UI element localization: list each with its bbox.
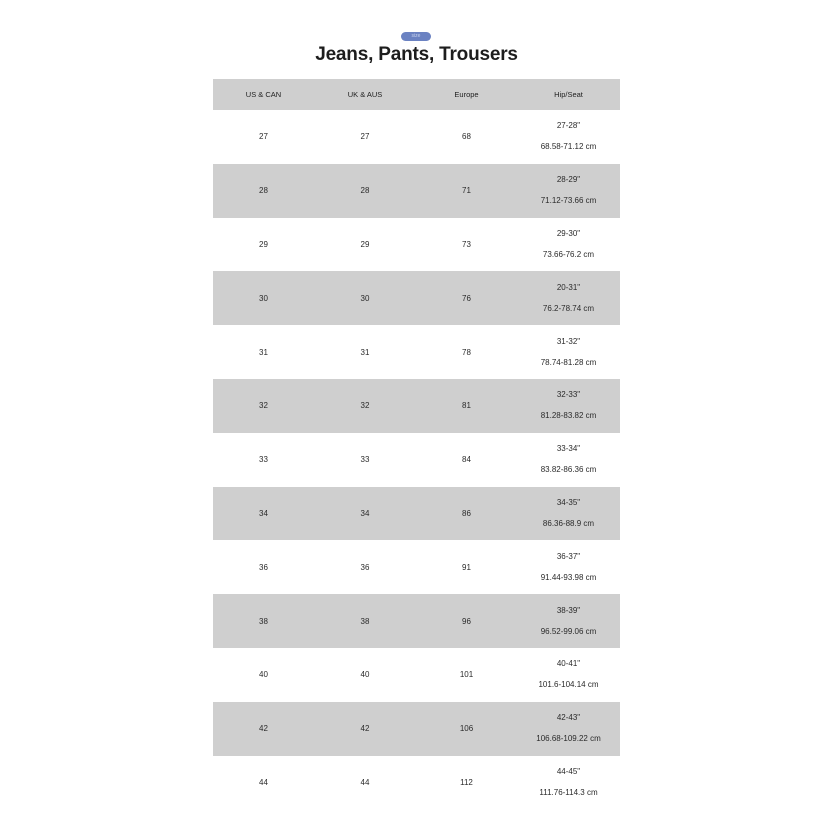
cell-us-can: 38 xyxy=(259,616,268,626)
header-us-can: US & CAN xyxy=(245,90,282,99)
hip-centimeters: 71.12-73.66 cm xyxy=(540,196,597,206)
table-row xyxy=(213,594,620,648)
cell-europe: 101 xyxy=(459,670,474,680)
cell-uk-aus: 33 xyxy=(360,455,370,465)
cell-uk-aus: 34 xyxy=(360,508,370,518)
table-row xyxy=(213,648,620,702)
hip-centimeters: 96.52-99.06 cm xyxy=(540,626,597,636)
cell-europe: 73 xyxy=(462,239,471,249)
cell-hip-seat xyxy=(517,229,620,260)
cell-hip-seat xyxy=(517,767,620,798)
size-badge[interactable]: size xyxy=(401,32,431,41)
cell-hip-seat xyxy=(517,659,620,690)
cell-hip-seat xyxy=(517,283,620,314)
hip-inches: 28-29" xyxy=(556,175,581,185)
header-europe: Europe xyxy=(454,90,479,99)
hip-inches: 20-31" xyxy=(556,282,581,292)
hip-centimeters: 78.74-81.28 cm xyxy=(540,357,597,367)
cell-us-can: 32 xyxy=(259,401,268,411)
hip-centimeters: 111.76-114.3 cm xyxy=(539,787,598,797)
hip-centimeters: 91.44-93.98 cm xyxy=(540,572,597,582)
cell-europe: 78 xyxy=(462,347,471,357)
cell-europe: 68 xyxy=(462,132,471,142)
hip-centimeters: 81.28-83.82 cm xyxy=(540,411,597,421)
table-row xyxy=(213,702,620,756)
cell-hip-seat xyxy=(517,606,620,637)
header-uk-aus: UK & AUS xyxy=(347,90,383,99)
cell-europe: 71 xyxy=(462,186,471,196)
table-row xyxy=(213,325,620,379)
cell-uk-aus: 28 xyxy=(360,186,370,196)
table-row xyxy=(213,164,620,218)
hip-inches: 34-35" xyxy=(556,497,581,507)
table-header-row xyxy=(213,79,620,110)
cell-europe: 84 xyxy=(462,455,471,465)
cell-uk-aus: 32 xyxy=(360,401,370,411)
cell-europe: 86 xyxy=(462,508,471,518)
hip-inches: 31-32" xyxy=(556,336,581,346)
hip-centimeters: 68.58-71.12 cm xyxy=(540,142,597,152)
cell-us-can: 31 xyxy=(259,347,268,357)
cell-hip-seat xyxy=(517,337,620,368)
cell-us-can: 28 xyxy=(259,186,268,196)
hip-centimeters: 83.82-86.36 cm xyxy=(540,465,597,475)
cell-hip-seat xyxy=(517,713,620,744)
hip-centimeters: 86.36-88.9 cm xyxy=(542,518,595,528)
cell-hip-seat xyxy=(517,444,620,475)
table-row xyxy=(213,271,620,325)
cell-uk-aus: 44 xyxy=(360,777,370,787)
cell-us-can: 27 xyxy=(259,132,268,142)
hip-centimeters: 101.6-104.14 cm xyxy=(538,680,599,690)
hip-inches: 40-41" xyxy=(556,659,581,669)
cell-uk-aus: 27 xyxy=(360,132,370,142)
table-row xyxy=(213,756,620,810)
cell-uk-aus: 40 xyxy=(360,670,370,680)
cell-hip-seat xyxy=(517,552,620,583)
table-row xyxy=(213,540,620,594)
cell-us-can: 44 xyxy=(259,777,268,787)
cell-hip-seat xyxy=(517,498,620,529)
hip-inches: 38-39" xyxy=(556,605,581,615)
cell-us-can: 42 xyxy=(259,724,268,734)
hip-centimeters: 73.66-76.2 cm xyxy=(542,249,595,259)
table-body xyxy=(213,110,620,809)
cell-europe: 76 xyxy=(462,293,471,303)
hip-inches: 27-28" xyxy=(556,121,581,131)
cell-hip-seat xyxy=(517,121,620,152)
cell-hip-seat xyxy=(517,175,620,206)
cell-uk-aus: 36 xyxy=(360,562,370,572)
cell-europe: 106 xyxy=(459,724,474,734)
cell-europe: 81 xyxy=(462,401,471,411)
hip-inches: 33-34" xyxy=(556,444,581,454)
hip-centimeters: 76.2-78.74 cm xyxy=(542,303,595,313)
cell-us-can: 36 xyxy=(259,562,268,572)
cell-uk-aus: 31 xyxy=(360,347,370,357)
table-row xyxy=(213,433,620,487)
page-title: Jeans, Pants, Trousers xyxy=(315,44,518,65)
size-chart-table xyxy=(213,79,620,809)
cell-hip-seat xyxy=(517,390,620,421)
hip-inches: 29-30" xyxy=(556,228,581,238)
cell-uk-aus: 42 xyxy=(360,724,370,734)
cell-uk-aus: 38 xyxy=(360,616,370,626)
cell-us-can: 33 xyxy=(259,455,268,465)
cell-us-can: 29 xyxy=(259,239,268,249)
table-row xyxy=(213,110,620,164)
hip-inches: 36-37" xyxy=(556,551,581,561)
cell-us-can: 30 xyxy=(259,293,268,303)
cell-us-can: 34 xyxy=(259,508,268,518)
cell-europe: 96 xyxy=(462,616,471,626)
cell-europe: 112 xyxy=(460,777,473,787)
cell-uk-aus: 29 xyxy=(360,239,370,249)
header-hip-seat: Hip/Seat xyxy=(554,90,583,99)
hip-inches: 42-43" xyxy=(556,713,581,723)
cell-us-can: 40 xyxy=(259,670,268,680)
table-row xyxy=(213,379,620,433)
table-row xyxy=(213,218,620,272)
hip-inches: 32-33" xyxy=(556,390,581,400)
cell-europe: 91 xyxy=(462,562,471,572)
hip-centimeters: 106.68-109.22 cm xyxy=(536,734,601,744)
cell-uk-aus: 30 xyxy=(360,293,370,303)
hip-inches: 44-45" xyxy=(556,766,581,776)
table-row xyxy=(213,487,620,541)
